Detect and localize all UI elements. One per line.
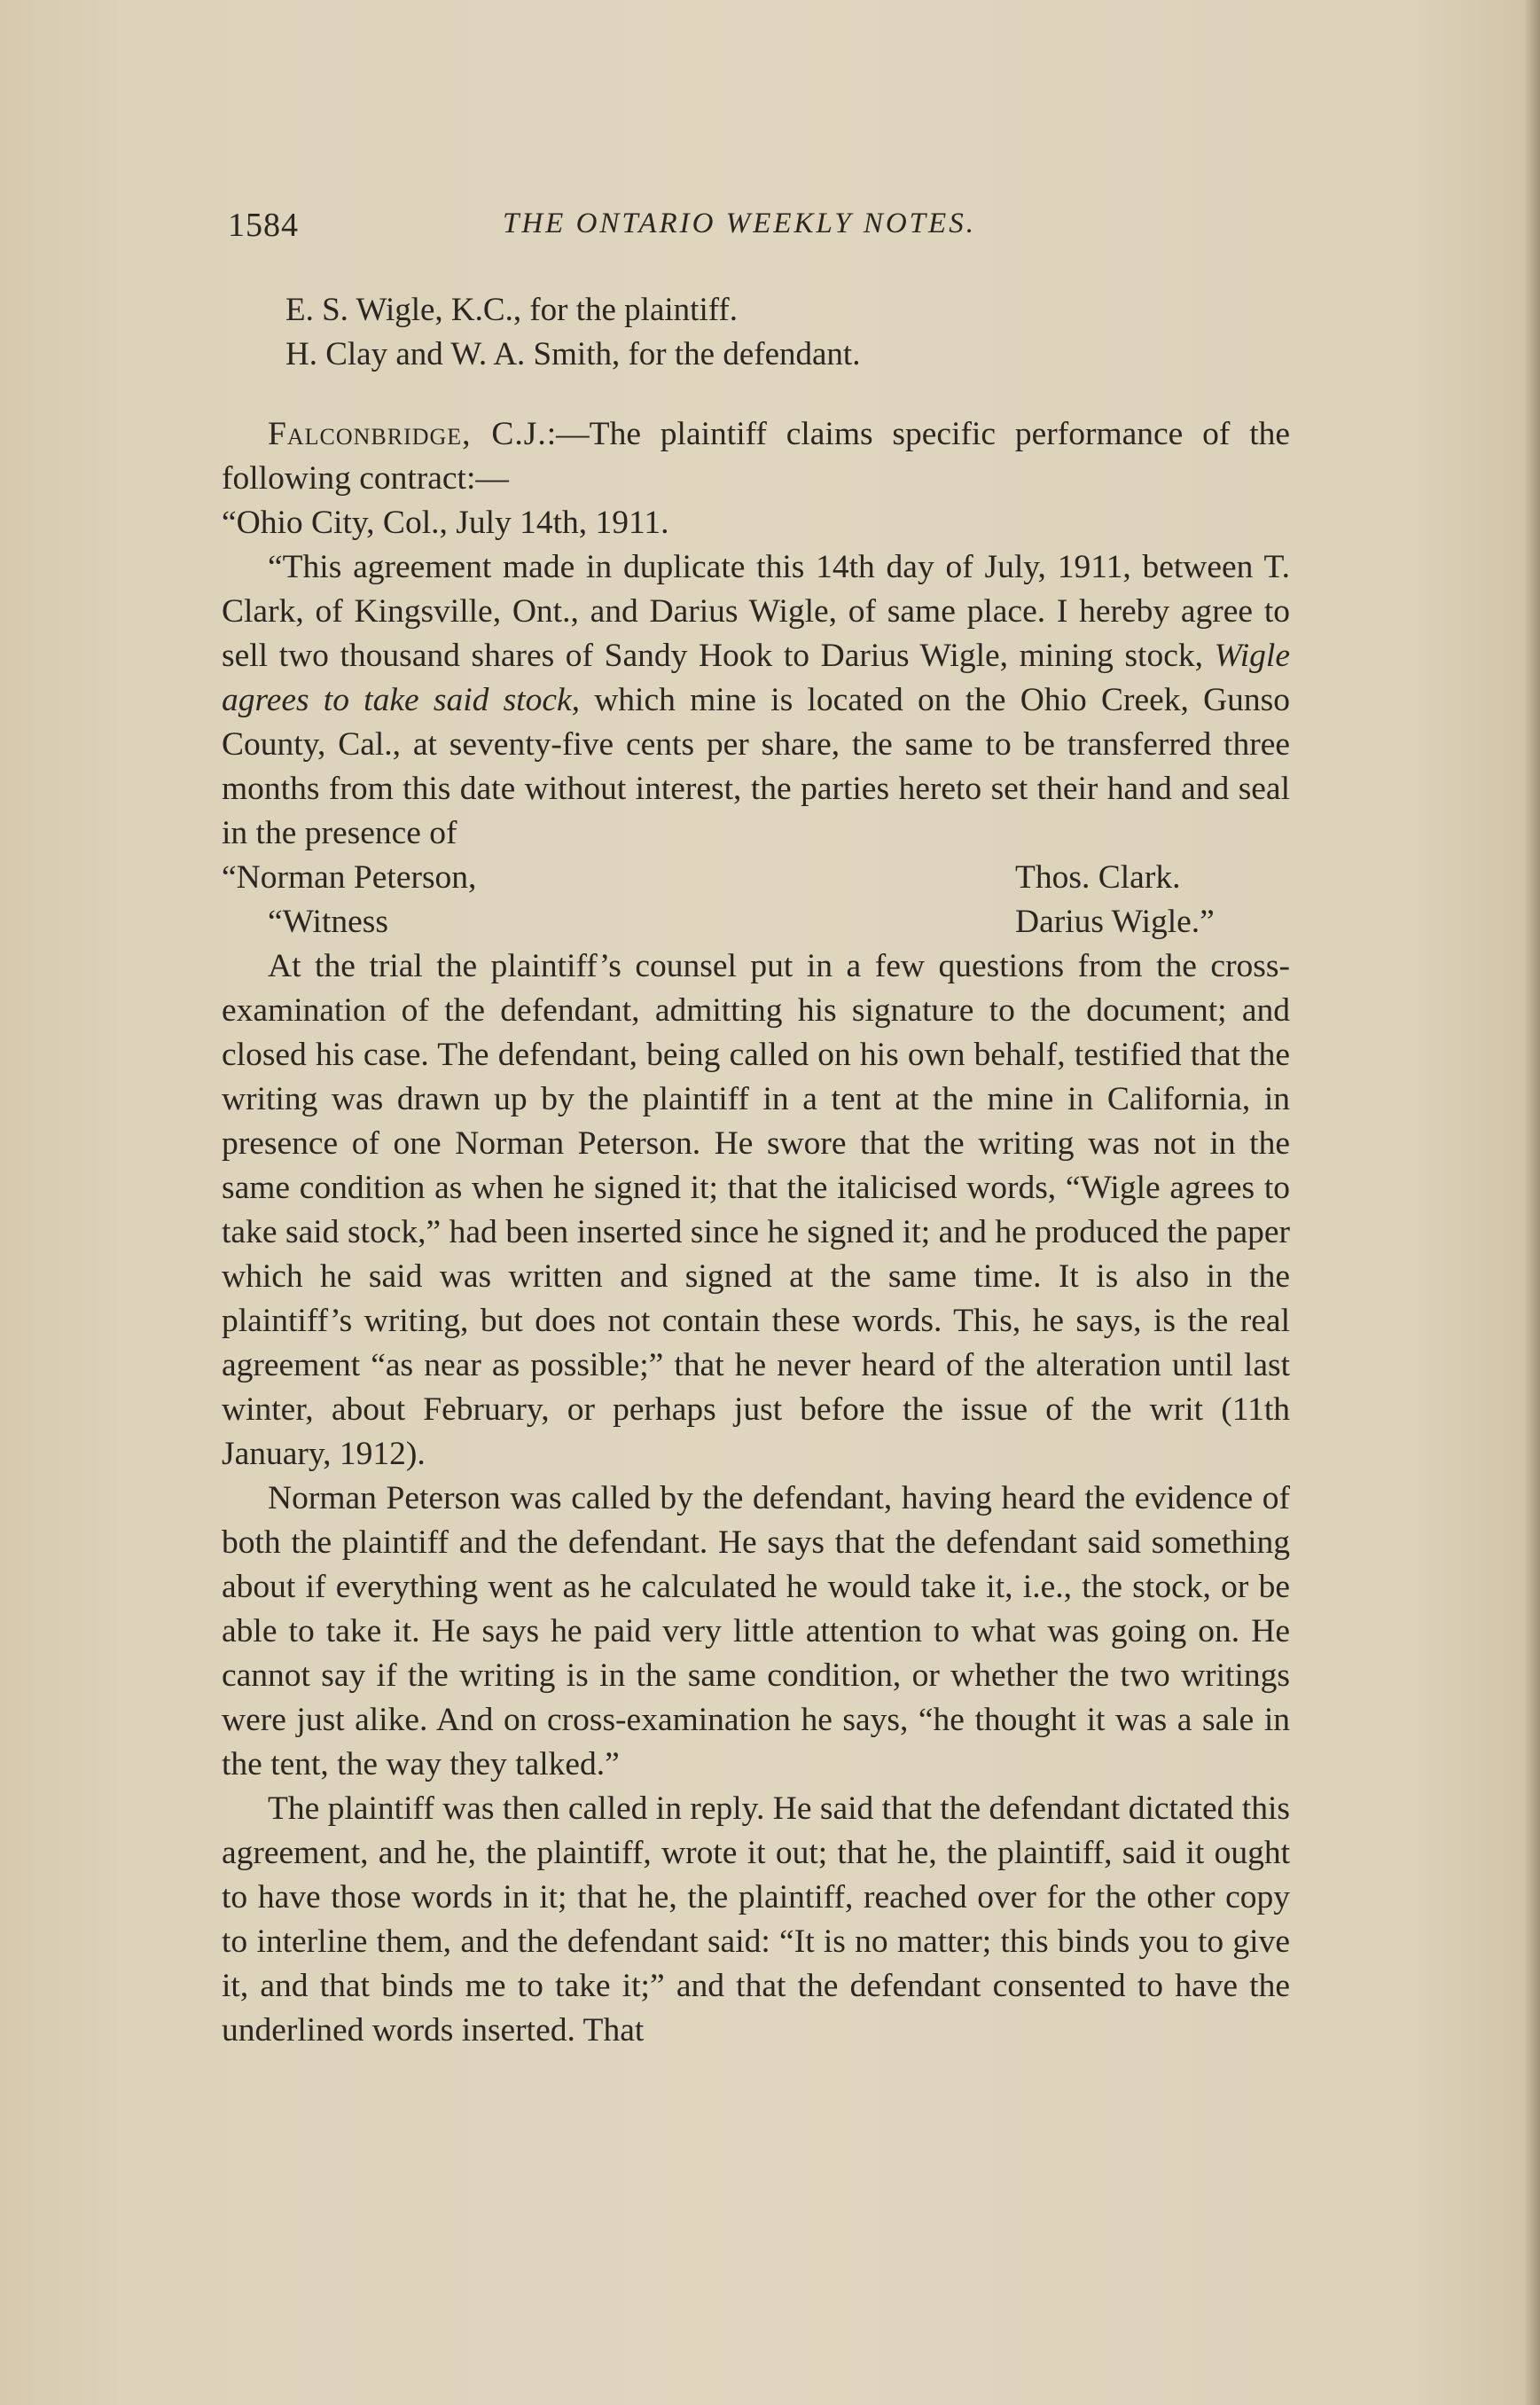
- signatory-clark: Thos. Clark.: [1015, 859, 1181, 896]
- counsel-defendant: H. Clay and W. A. Smith, for the defendant.: [285, 336, 861, 372]
- witness-label: “Witness: [268, 904, 388, 940]
- paragraph-peterson: Norman Peterson was called by the defendant, having heard the evidence of both the plaintiff and the defendant. He says that the defendant said something about if everything went as he calculated he would take it, i.e., the stock, or be able to take it. He says he paid very little attention to what was going on. He cannot say if the writing is in the same condition, or whether the two writings were just alike. And on cross-examination he says, “he thought it was a sale in the tent, the way they talked.”: [222, 1480, 1290, 1782]
- paragraph-trial: At the trial the plaintiff’s counsel put in a few questions from the cross-examination of the defendant, admitting his signature to the document; and closed his case. The defendant, being called on his own behalf, testified that the writing was drawn up by the plaintiff in a tent at the mine in California, in presence of one Norman Peterson. He swore that the writing was not in the same condition as when he signed it; that the italicised words, “Wigle agrees to take said stock,” had been inserted since he signed it; and he produced the paper which he said was written and signed at the same time. It is also in the plaintiff’s writing, but does not contain these words. This, he says, is the real agreement “as near as possible;” that he never heard of the alteration until last winter, about February, or perhaps just before the issue of the writ (11th January, 1912).: [222, 948, 1290, 1472]
- signature-row-1: [222, 856, 1290, 900]
- contract-text: [222, 545, 1290, 856]
- page-edge-shadow: [1524, 0, 1540, 2405]
- contract-dateline: “Ohio City, Col., July 14th, 1911.: [222, 505, 669, 541]
- judge-name: Falconbridge, C.J.: [268, 416, 547, 452]
- running-head: THE ONTARIO WEEKLY NOTES.: [503, 208, 976, 239]
- page-header: [228, 206, 1292, 250]
- intro-text: :—The plaintiff claims specific performance of the following contract:—: [222, 416, 1291, 497]
- judgment-body: [222, 412, 1290, 2053]
- witness-name: “Norman Peterson,: [222, 859, 477, 896]
- page-number: 1584: [228, 207, 299, 244]
- contract-text-part-2: which mine is located on the Ohio Creek, Gunso County, Cal., at seventy-five cents per share, the same to be transferred three months from this date without interest, the parties hereto set their hand and seal in the presence of: [222, 682, 1291, 851]
- signature-row-2: [222, 900, 1290, 944]
- judgment-intro: [222, 412, 1290, 501]
- italicised-clause: Wigle agrees to take said stock,: [222, 638, 1290, 718]
- counsel-plaintiff: E. S. Wigle, K.C., for the plaintiff.: [285, 292, 738, 328]
- signatory-wigle: Darius Wigle.”: [1015, 904, 1215, 940]
- contract-text-part-1: “This agreement made in duplicate this 14th day of July, 1911, between T. Clark, of Kingsville, Ont., and Darius Wigle, of same place. I hereby agree to sell two thousand shares of Sandy Hook to Darius Wigle, mining stock,: [222, 549, 1290, 674]
- paragraph-reply: The plaintiff was then called in reply. He said that the defendant dictated this agreement, and he, the plaintiff, wrote it out; that he, the plaintiff, said it ought to have those words in it; that he, the plaintiff, reached over for the other copy to interline them, and the defendant said: “It is no matter; this binds you to give it, and that binds me to take it;” and that the defendant consented to have the underlined words inserted. That: [222, 1790, 1290, 2049]
